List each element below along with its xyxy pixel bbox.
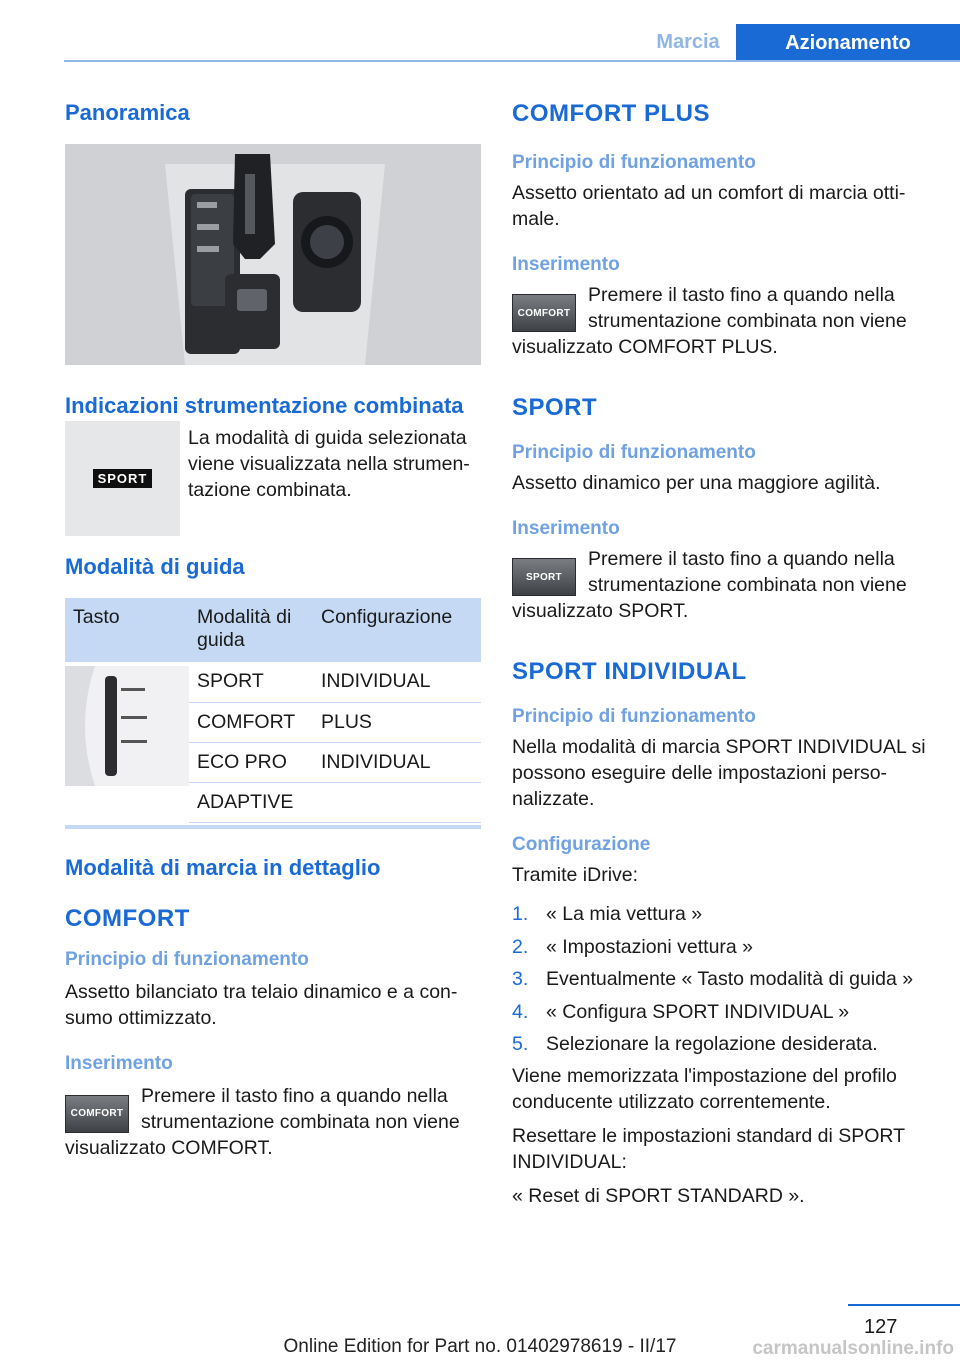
list-item xyxy=(512,898,926,931)
step-text: « Configura SPORT INDIVIDUAL » xyxy=(546,1000,850,1023)
console-photo xyxy=(65,144,481,365)
sport-badge: SPORT xyxy=(93,469,153,488)
comfort-plus-inserimento-text: Premere il tasto fino a quando nella strumentazione combinata non viene xyxy=(588,284,907,332)
sport-button-image: SPORT xyxy=(512,558,576,596)
comfort-principio-title: Principio di funzionamento xyxy=(65,948,309,970)
sport-individual-principio-title: Principio di funzionamento xyxy=(512,706,756,727)
header-active-tab: Azionamento xyxy=(736,24,960,62)
table-header: Modalità di guida xyxy=(189,598,313,662)
mode-buttons-icon xyxy=(65,666,189,786)
right-column xyxy=(512,100,926,1209)
sport-inserimento-block xyxy=(512,546,926,598)
table-header: Tasto xyxy=(65,598,189,662)
sport-principio-title: Principio di funzionamento xyxy=(512,442,756,463)
table-cell: ADAPTIVE xyxy=(189,782,313,822)
step-text: Eventualmente « Tasto modalità di guida » xyxy=(546,968,914,990)
table-row xyxy=(65,662,481,702)
sport-individual-note3: « Reset di SPORT STANDARD ». xyxy=(512,1184,805,1207)
sport-title: SPORT xyxy=(512,394,598,421)
table-cell: INDIVIDUAL xyxy=(313,742,481,782)
config-steps-list xyxy=(512,898,926,1061)
comfort-button-image: COMFORT xyxy=(65,1095,129,1133)
sport-principio-text: Assetto dinamico per una maggiore agilità. xyxy=(512,472,881,494)
comfort-plus-principio-text: Assetto orientato ad un comfort di marcia otti‐male. xyxy=(512,182,906,230)
comfort-plus-inserimento-tail: visualizzato COMFORT PLUS. xyxy=(512,336,778,358)
step-number: 1. xyxy=(512,903,529,925)
comfort-inserimento-tail: visualizzato COMFORT. xyxy=(65,1136,273,1159)
indicazioni-title: Indicazioni strumentazione combinata xyxy=(65,393,464,418)
sport-individual-config-intro: Tramite iDrive: xyxy=(512,864,639,886)
sport-inserimento-title: Inserimento xyxy=(512,518,620,539)
table-cell: INDIVIDUAL xyxy=(313,662,481,702)
watermark: carmanualsonline.info xyxy=(752,1338,954,1359)
comfort-plus-inserimento-block xyxy=(512,282,926,334)
left-column xyxy=(65,100,481,1161)
driving-modes-table xyxy=(65,598,481,823)
indicazioni-text: La modalità di guida selezionata viene visualizzata nella strumen‐tazione combinata. xyxy=(188,427,470,501)
step-number: 4. xyxy=(512,1000,529,1023)
modalita-title: Modalità di guida xyxy=(65,554,245,579)
header-rule xyxy=(64,60,960,62)
header-section-tab: Marcia xyxy=(656,30,720,53)
sport-individual-title: SPORT INDIVIDUAL xyxy=(512,658,747,685)
table-cell: SPORT xyxy=(189,662,313,702)
footer-rule xyxy=(848,1304,960,1306)
comfort-plus-principio-title: Principio di funzionamento xyxy=(512,152,756,173)
list-item xyxy=(512,931,926,964)
step-text: « La mia vettura » xyxy=(546,903,703,925)
list-item xyxy=(512,996,926,1029)
sport-inserimento-text: Premere il tasto fino a quando nella strumentazione combinata non viene xyxy=(588,548,907,596)
step-text: « Impostazioni vettura » xyxy=(546,935,754,958)
comfort-inserimento-block xyxy=(65,1083,481,1135)
sport-inserimento-tail: visualizzato SPORT. xyxy=(512,600,689,622)
sport-individual-note1: Viene memorizzata l'impostazione del profilo conducente utilizzato correntemente. xyxy=(512,1064,897,1113)
gear-console-illustration xyxy=(65,144,481,365)
comfort-inserimento-title: Inserimento xyxy=(65,1052,173,1074)
sport-individual-note2: Resettare le impostazioni standard di SPORT INDIVIDUAL: xyxy=(512,1124,905,1173)
table-header: Configurazione xyxy=(313,598,481,662)
table-bottom-rule xyxy=(65,825,481,829)
table-cell: PLUS xyxy=(313,702,481,742)
comfort-title: COMFORT xyxy=(65,904,190,932)
comfort-plus-title: COMFORT PLUS xyxy=(512,100,710,127)
indicazioni-block xyxy=(65,421,481,536)
table-cell xyxy=(313,782,481,822)
panoramica-title: Panoramica xyxy=(65,100,190,125)
list-item xyxy=(512,1028,926,1061)
edition-text: Online Edition for Part no. 01402978619 - II/17 xyxy=(283,1336,677,1357)
table-cell: COMFORT xyxy=(189,702,313,742)
cluster-display-image xyxy=(65,421,180,536)
comfort-inserimento-text: Premere il tasto fino a quando nella strumentazione combinata non viene xyxy=(141,1084,460,1133)
page-number: 127 xyxy=(864,1316,898,1338)
sport-individual-config-title: Configurazione xyxy=(512,834,651,855)
list-item xyxy=(512,963,926,996)
step-number: 2. xyxy=(512,935,529,958)
step-number: 3. xyxy=(512,968,529,990)
step-text: Selezionare la regolazione desiderata. xyxy=(546,1033,878,1055)
comfort-plus-button-image: COMFORT xyxy=(512,294,576,332)
step-number: 5. xyxy=(512,1033,529,1055)
comfort-plus-inserimento-title: Inserimento xyxy=(512,254,620,275)
comfort-principio-text: Assetto bilanciato tra telaio dinamico e a con‐sumo ottimizzato. xyxy=(65,980,458,1029)
sport-individual-principio-text: Nella modalità di marcia SPORT INDIVIDUAL si possono eseguire delle impostazioni perso‐nalizzate. xyxy=(512,736,926,810)
table-cell: ECO PRO xyxy=(189,742,313,782)
dettaglio-title: Modalità di marcia in dettaglio xyxy=(65,854,381,880)
mode-buttons-image xyxy=(65,662,189,822)
